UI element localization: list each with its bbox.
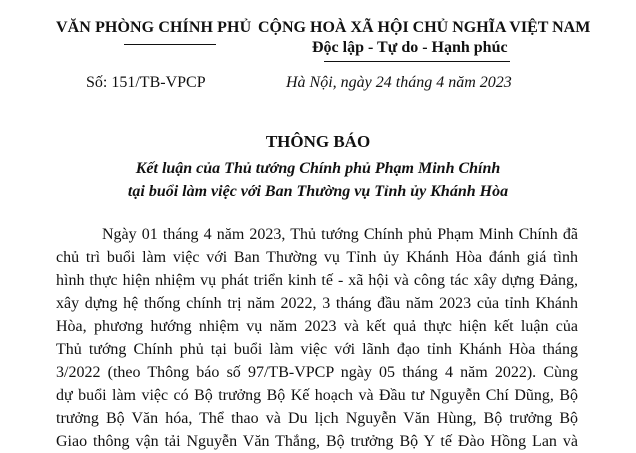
body-line: dự buổi làm việc có Bộ trưởng Bộ Kế hoạch và Đầu tư Nguyễn Chí Dũng, Bộ — [56, 387, 578, 404]
subtitle-line: Kết luận của Thủ tướng Chính phủ Phạm Minh Chính — [135, 160, 501, 177]
body-line: hình thực hiện nhiệm vụ phát triển kinh tế - xã hội và công tác xây dựng Đảng, — [56, 272, 578, 289]
body-line: Thủ tướng Chính phủ tại buổi làm việc với lãnh đạo tỉnh Khánh Hòa tháng — [56, 341, 578, 358]
motto-underline — [324, 61, 510, 62]
organization-underline — [124, 44, 216, 45]
subtitle-line: tại buổi làm việc với Ban Thường vụ Tỉnh ủy Khánh Hòa — [127, 183, 509, 200]
body-line: trưởng Bộ Văn hóa, Thể thao và Du lịch Nguyễn Văn Hùng, Bộ trưởng Bộ — [56, 410, 578, 427]
body-paragraph — [56, 223, 578, 453]
body-line: xây dựng hệ thống chính trị năm 2022, 3 tháng đầu năm 2023 của tỉnh Khánh — [56, 295, 578, 312]
national-motto: Độc lập - Tự do - Hạnh phúc — [312, 39, 508, 56]
body-line: chủ trì buổi làm việc với Ban Thường vụ Tỉnh ủy Khánh Hòa đánh giá tình — [56, 249, 578, 266]
place-and-date: Hà Nội, ngày 24 tháng 4 năm 2023 — [286, 74, 512, 91]
document-title: THÔNG BÁO — [265, 132, 371, 151]
republic-heading: CỘNG HOÀ XÃ HỘI CHỦ NGHĨA VIỆT NAM — [258, 19, 591, 36]
issuing-organization: VĂN PHÒNG CHÍNH PHỦ — [56, 19, 252, 36]
body-line: Hòa, phương hướng nhiệm vụ năm 2023 và kết quả thực hiện kết luận của — [56, 318, 578, 335]
document-number: Số: 151/TB-VPCP — [86, 74, 206, 91]
body-line: Ngày 01 tháng 4 năm 2023, Thủ tướng Chính phủ Phạm Minh Chính đã — [102, 226, 578, 243]
body-line: 3/2022 (theo Thông báo số 97/TB-VPCP ngày 05 tháng 4 năm 2022). Cùng — [56, 364, 578, 381]
body-line: Giao thông vận tải Nguyễn Văn Thắng, Bộ trưởng Bộ Y tế Đào Hồng Lan và — [56, 433, 578, 450]
